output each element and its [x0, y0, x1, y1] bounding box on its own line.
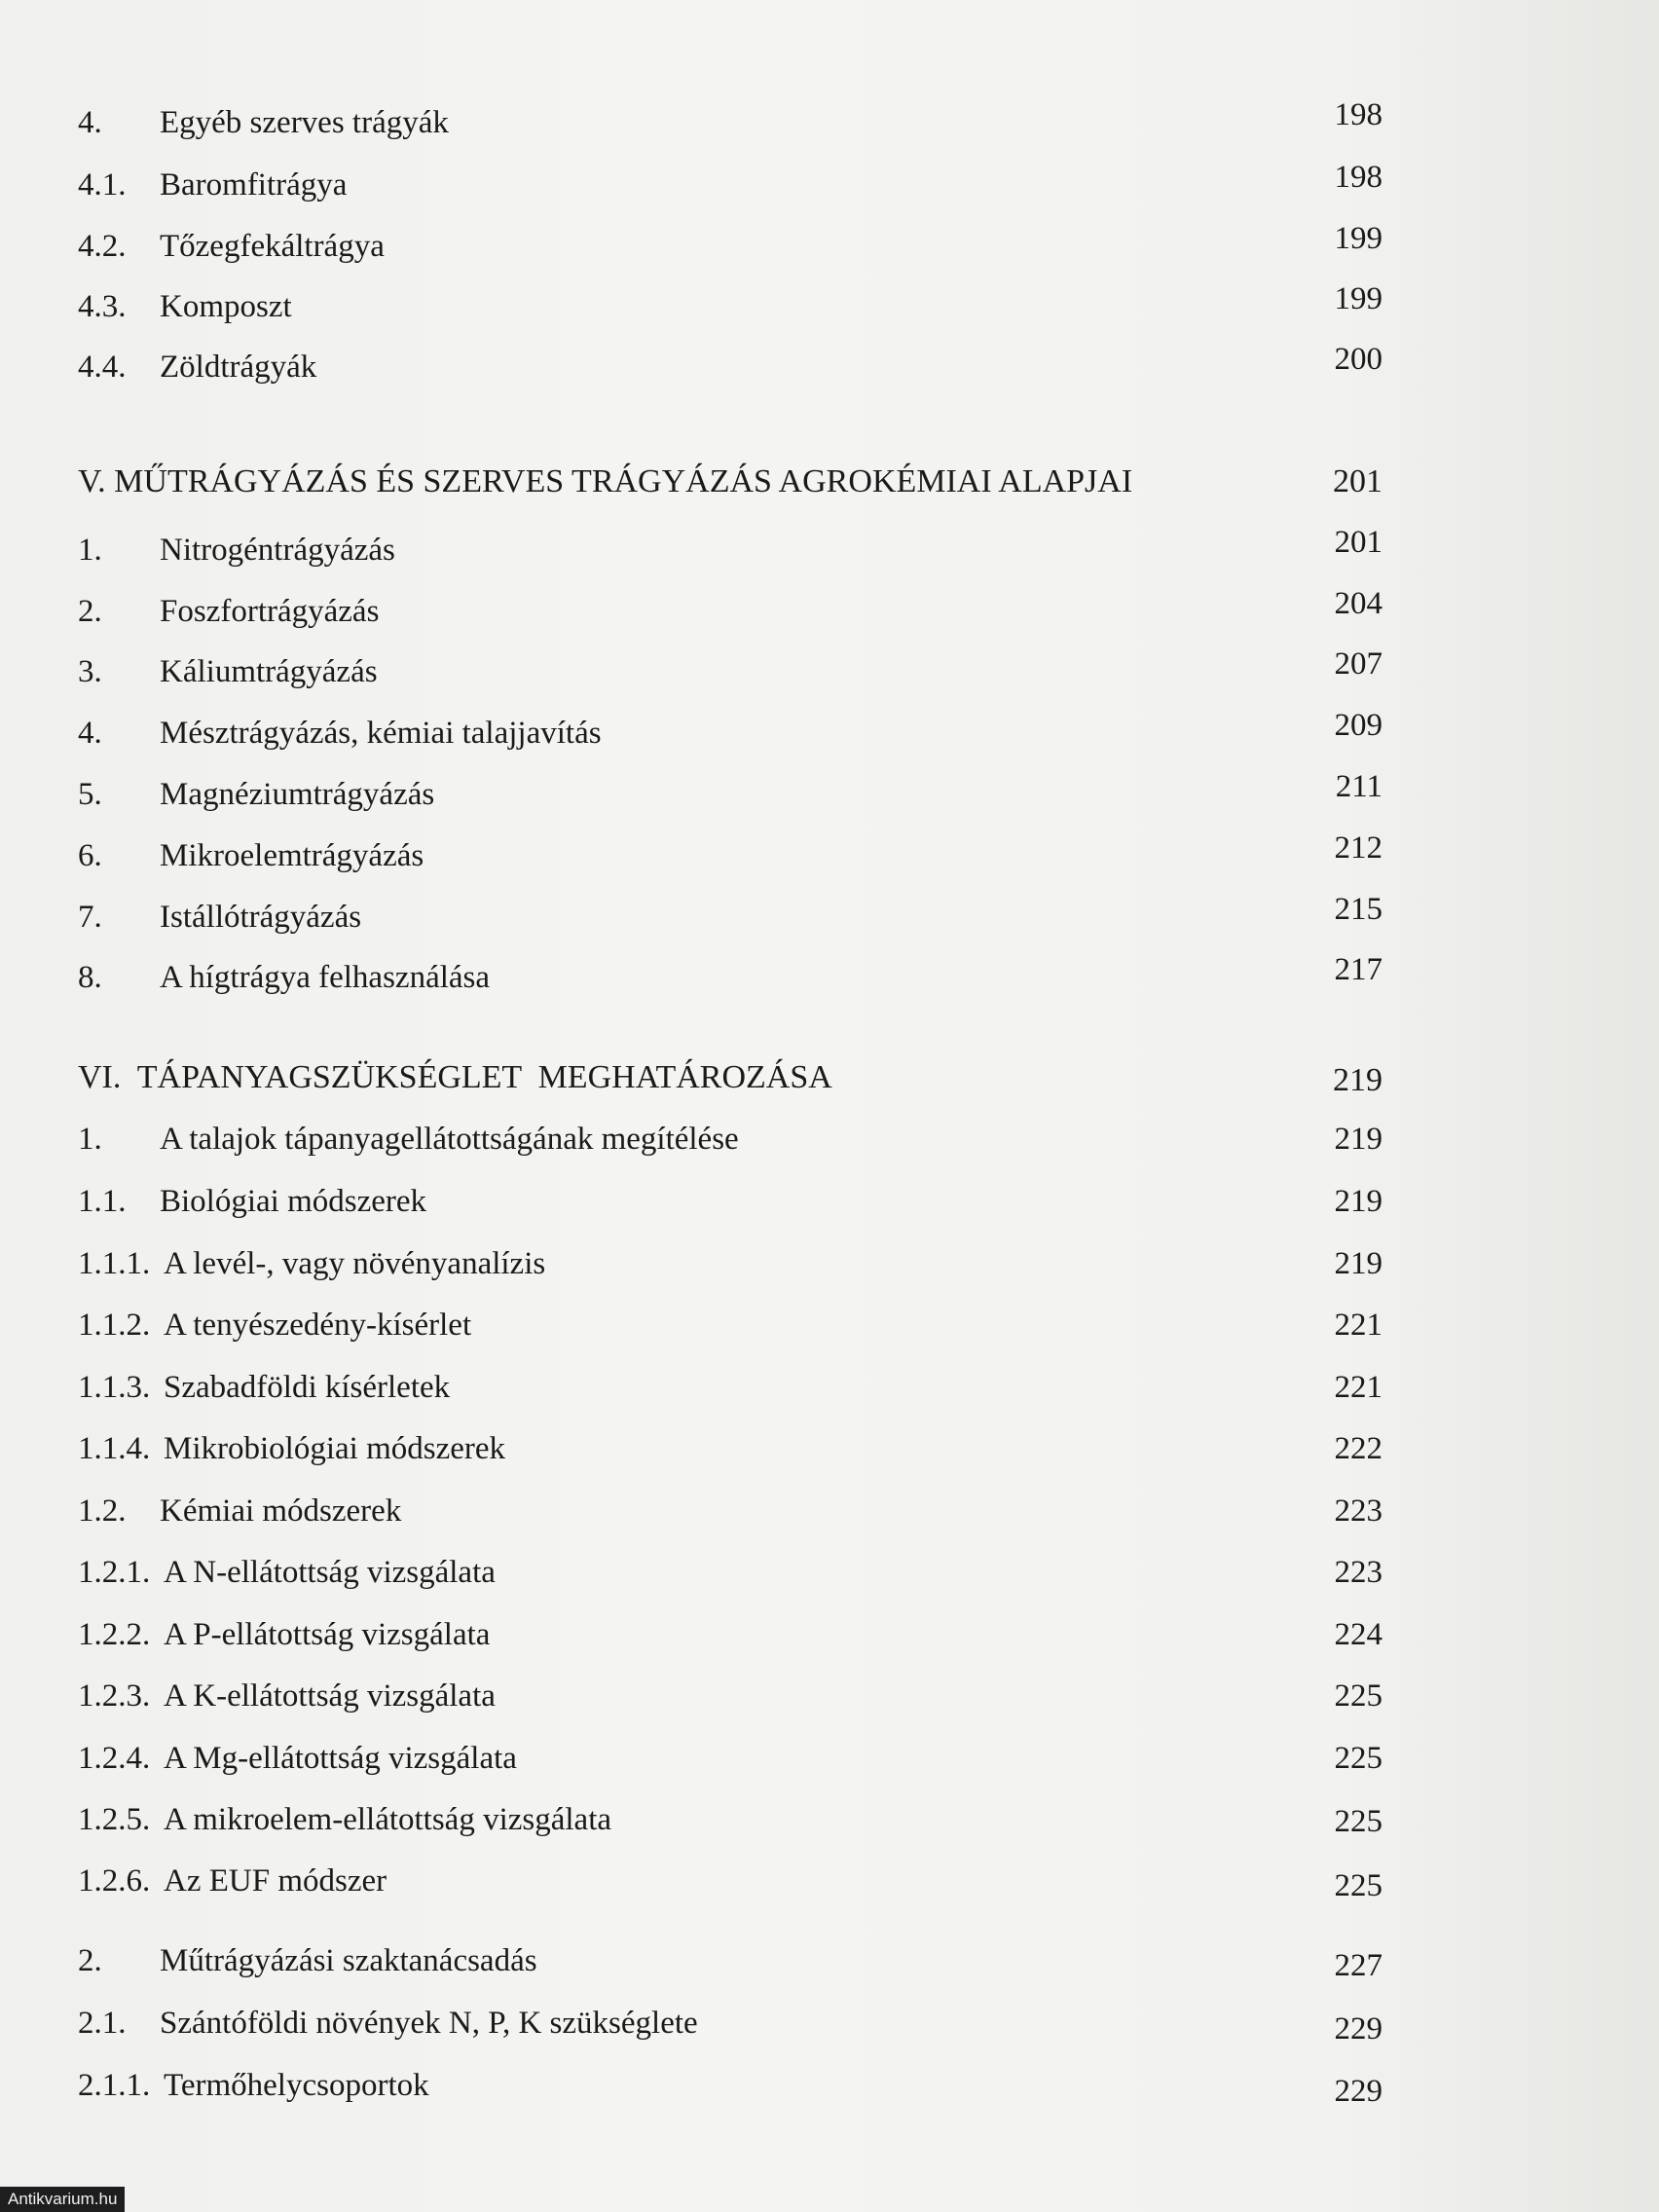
entry-page: 224: [1334, 1617, 1382, 1652]
entry-number: 4.: [78, 716, 102, 751]
entry-number: 4.3.: [78, 289, 127, 324]
entry-title: Az EUF módszer: [164, 1863, 387, 1899]
entry-page: 199: [1334, 221, 1382, 256]
toc-entry-4-3: [78, 282, 1382, 331]
entry-title: Egyéb szerves trágyák: [160, 105, 449, 140]
entry-number: 2.: [78, 1943, 102, 1978]
toc-entry-vi-1-2-1: [78, 1548, 1382, 1597]
entry-number: 1.2.5.: [78, 1802, 151, 1837]
entry-title: Komposzt: [160, 289, 292, 324]
entry-number: 8.: [78, 960, 102, 995]
toc-entry-vi-1-1-4: [78, 1424, 1382, 1473]
toc-entry-v-5: [78, 770, 1382, 819]
entry-page: 222: [1334, 1431, 1382, 1466]
toc-entry-v-4: [78, 709, 1382, 757]
toc-entry-vi-1-2-3: [78, 1672, 1382, 1720]
toc-entry-vi-1-1-1: [78, 1239, 1382, 1288]
entry-number: 1.1.1.: [78, 1246, 151, 1281]
toc-entry-vi-2-1: [78, 1999, 1382, 2047]
entry-page: 198: [1334, 160, 1382, 195]
entry-page: 212: [1334, 830, 1382, 866]
entry-page: 229: [1334, 2011, 1382, 2046]
entry-number: 1.2.: [78, 1493, 127, 1529]
entry-title: Biológiai módszerek: [160, 1184, 427, 1219]
entry-page: 225: [1334, 1741, 1382, 1776]
entry-title: Mésztrágyázás, kémiai talajjavítás: [160, 716, 602, 751]
entry-page: 200: [1334, 342, 1382, 377]
entry-page: 225: [1334, 1804, 1382, 1839]
entry-page: 201: [1334, 525, 1382, 560]
entry-title: A P-ellátottság vizsgálata: [164, 1617, 491, 1652]
entry-title: Mikroelemtrágyázás: [160, 838, 424, 873]
entry-page: 225: [1334, 1678, 1382, 1714]
toc-entry-vi-1-2: [78, 1487, 1382, 1535]
entry-title: Istállótrágyázás: [160, 900, 362, 935]
entry-number: 2.1.1.: [78, 2068, 151, 2103]
toc-entry-4-1: [78, 161, 1382, 209]
toc-entry-vi-2: [78, 1936, 1382, 1985]
entry-page: 227: [1334, 1948, 1382, 1983]
entry-number: 1.: [78, 533, 102, 568]
entry-title: A hígtrágya felhasználása: [160, 960, 491, 995]
toc-entry-vi-1-1-2: [78, 1301, 1382, 1349]
toc-entry-vi-1-1-3: [78, 1363, 1382, 1412]
watermark-label: Antikvarium.hu: [0, 2187, 125, 2212]
toc-entry-4-4: [78, 343, 1382, 391]
entry-number: 1.2.4.: [78, 1741, 151, 1776]
entry-title: Szántóföldi növények N, P, K szükséglete: [160, 2006, 698, 2041]
entry-number: 1.1.3.: [78, 1370, 151, 1405]
entry-page: 209: [1334, 708, 1382, 743]
entry-title: A Mg-ellátottság vizsgálata: [164, 1741, 517, 1776]
entry-number: 7.: [78, 900, 102, 935]
entry-title: Szabadföldi kísérletek: [164, 1370, 451, 1405]
entry-title: Kémiai módszerek: [160, 1493, 402, 1529]
chapter-title: VI. TÁPANYAGSZÜKSÉGLET MEGHATÁROZÁSA: [78, 1059, 832, 1095]
entry-page: 219: [1334, 1246, 1382, 1281]
toc-chapter-vi: [78, 1053, 1382, 1102]
entry-number: 6.: [78, 838, 102, 873]
entry-page: 219: [1334, 1122, 1382, 1157]
toc-entry-vi-1-2-6: [78, 1857, 1382, 1905]
entry-page: 211: [1335, 769, 1382, 804]
entry-number: 1.: [78, 1122, 102, 1157]
toc-entry-vi-1: [78, 1115, 1382, 1163]
entry-number: 1.2.3.: [78, 1678, 151, 1714]
entry-page: 199: [1334, 281, 1382, 316]
entry-page: 221: [1334, 1370, 1382, 1405]
entry-page: 201: [1333, 463, 1382, 499]
entry-number: 4.: [78, 105, 102, 140]
entry-title: Foszfortrágyázás: [160, 594, 380, 629]
entry-number: 1.2.1.: [78, 1555, 151, 1590]
entry-number: 4.2.: [78, 229, 127, 264]
entry-title: Nitrogéntrágyázás: [160, 533, 395, 568]
entry-title: A N-ellátottság vizsgálata: [164, 1555, 496, 1590]
entry-page: 198: [1334, 97, 1382, 132]
toc-entry-v-1: [78, 526, 1382, 574]
entry-page: 223: [1334, 1493, 1382, 1529]
entry-page: 223: [1334, 1555, 1382, 1590]
entry-number: 4.1.: [78, 167, 127, 203]
toc-entry-v-3: [78, 647, 1382, 696]
entry-number: 1.1.2.: [78, 1308, 151, 1343]
entry-title: A K-ellátottság vizsgálata: [164, 1678, 496, 1714]
entry-title: Káliumtrágyázás: [160, 654, 378, 689]
entry-number: 2.: [78, 594, 102, 629]
toc-entry-4: [78, 98, 1382, 147]
entry-title: A mikroelem-ellátottság vizsgálata: [164, 1802, 612, 1837]
entry-page: 221: [1334, 1308, 1382, 1343]
entry-title: Magnéziumtrágyázás: [160, 777, 435, 812]
entry-number: 2.1.: [78, 2006, 127, 2041]
toc-entry-vi-1-2-5: [78, 1795, 1382, 1844]
entry-number: 1.1.: [78, 1184, 127, 1219]
entry-title: Mikrobiológiai módszerek: [164, 1431, 506, 1466]
toc-entry-v-2: [78, 587, 1382, 636]
toc-entry-vi-2-1-1: [78, 2061, 1382, 2110]
entry-title: Tőzegfekáltrágya: [160, 229, 385, 264]
toc-entry-v-8: [78, 953, 1382, 1002]
entry-page: 219: [1333, 1062, 1382, 1098]
toc-chapter-v: [78, 458, 1382, 506]
entry-page: 225: [1334, 1868, 1382, 1903]
entry-title: A tenyészedény-kísérlet: [164, 1308, 472, 1343]
entry-page: 219: [1334, 1184, 1382, 1219]
toc-entry-vi-1-2-4: [78, 1734, 1382, 1783]
chapter-title: V. MŰTRÁGYÁZÁS ÉS SZERVES TRÁGYÁZÁS AGROKÉMIAI ALAPJAI: [78, 463, 1133, 499]
entry-number: 1.1.4.: [78, 1431, 151, 1466]
entry-title: Termőhelycsoportok: [164, 2068, 429, 2103]
entry-number: 1.2.2.: [78, 1617, 151, 1652]
entry-title: Műtrágyázási szaktanácsadás: [160, 1943, 537, 1978]
entry-page: 207: [1334, 646, 1382, 682]
toc-entry-4-2: [78, 222, 1382, 271]
entry-title: A talajok tápanyagellátottságának megítélése: [160, 1122, 739, 1157]
entry-number: 5.: [78, 777, 102, 812]
entry-title: Zöldtrágyák: [160, 350, 317, 385]
entry-number: 4.4.: [78, 350, 127, 385]
toc-entry-v-7: [78, 893, 1382, 941]
entry-number: 3.: [78, 654, 102, 689]
entry-page: 204: [1334, 586, 1382, 621]
toc-entry-v-6: [78, 831, 1382, 880]
toc-entry-vi-1-2-2: [78, 1610, 1382, 1659]
toc-entry-vi-1-1: [78, 1177, 1382, 1226]
entry-page: 217: [1334, 952, 1382, 987]
entry-title: Baromfitrágya: [160, 167, 348, 203]
entry-page: 229: [1334, 2074, 1382, 2109]
entry-title: A levél-, vagy növényanalízis: [164, 1246, 546, 1281]
entry-page: 215: [1334, 892, 1382, 927]
entry-number: 1.2.6.: [78, 1863, 151, 1899]
